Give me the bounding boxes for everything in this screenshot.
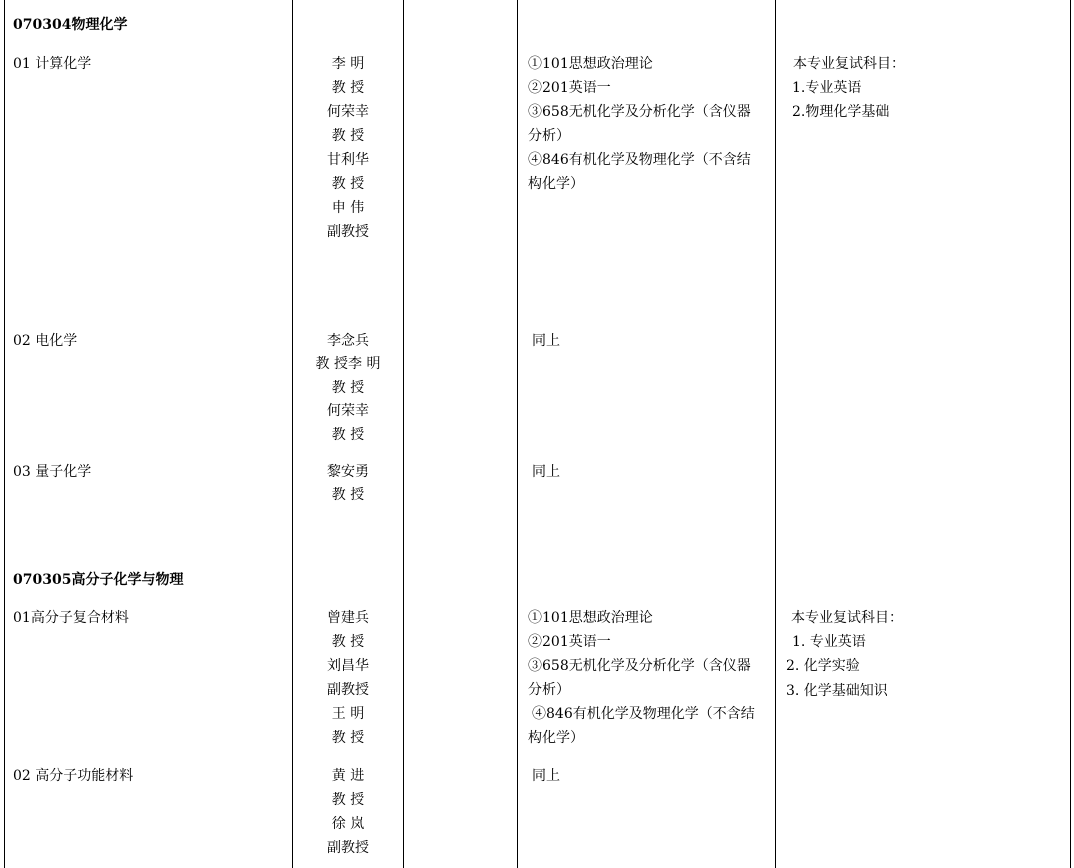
retest-line: 2. 化学实验 <box>786 658 860 674</box>
column-divider <box>4 0 5 868</box>
advisor-line: 教 授 <box>331 487 365 503</box>
exam-subject-line: 构化学） <box>528 730 584 746</box>
advisor-line: 教 授 <box>331 128 365 144</box>
advisor-line: 教 授 <box>331 427 365 443</box>
retest-line: 2.物理化学基础 <box>792 104 890 120</box>
advisor-line: 黄 进 <box>331 768 365 784</box>
exam-subject-line: 分析） <box>528 682 570 698</box>
retest-line: 1. 专业英语 <box>792 634 866 650</box>
retest-line: 本专业复试科目： <box>791 610 903 626</box>
exam-subject-line: 分析） <box>528 128 570 144</box>
exam-subject-line: ④846有机化学及物理化学（不含结 <box>532 706 755 722</box>
advisor-line: 教 授 <box>331 80 365 96</box>
advisor-line: 副教授 <box>327 682 369 698</box>
column-divider <box>1070 0 1071 868</box>
advisor-line: 教 授 <box>331 176 365 192</box>
direction-label: 01高分子复合材料 <box>13 610 129 626</box>
major-heading <box>13 571 183 589</box>
advisor-line: 何荣幸 <box>327 104 369 120</box>
exam-subject-line: ②201英语一 <box>528 80 611 96</box>
exam-subject-line: 同上 <box>532 464 560 480</box>
advisor-line: 李念兵 <box>327 333 369 349</box>
retest-line: 1.专业英语 <box>792 80 862 96</box>
major-name: 物理化学 <box>71 17 128 33</box>
advisor-line: 副教授 <box>327 840 369 856</box>
advisor-line: 李 明 <box>331 56 365 72</box>
advisor-line: 徐 岚 <box>331 816 365 832</box>
exam-subject-line: 同上 <box>532 333 560 349</box>
column-divider <box>775 0 776 868</box>
exam-subject-line: ③658无机化学及分析化学（含仪器 <box>528 658 751 674</box>
advisor-line: 黎安勇 <box>327 464 369 480</box>
direction-label: 03 量子化学 <box>13 464 92 480</box>
exam-subject-line: ④846有机化学及物理化学（不含结 <box>528 152 751 168</box>
direction-label: 02 高分子功能材料 <box>13 768 134 784</box>
exam-subject-line: ③658无机化学及分析化学（含仪器 <box>528 104 751 120</box>
exam-subject-line: 构化学） <box>528 176 584 192</box>
advisor-line: 王 明 <box>331 706 365 722</box>
advisor-line: 甘利华 <box>327 152 369 168</box>
advisor-line: 教 授李 明 <box>315 356 381 372</box>
advisor-line: 何荣幸 <box>327 403 369 419</box>
major-code: 070305 <box>13 572 72 588</box>
major-name: 高分子化学与物理 <box>71 572 184 588</box>
advisor-line: 教 授 <box>331 730 365 746</box>
major-code: 070304 <box>13 17 72 33</box>
advisor-line: 申 伟 <box>331 200 365 216</box>
advisor-line: 曾建兵 <box>327 610 369 626</box>
advisor-line: 刘昌华 <box>327 658 369 674</box>
column-divider <box>517 0 518 868</box>
exam-subject-line: ②201英语一 <box>528 634 611 650</box>
direction-label: 02 电化学 <box>13 333 78 349</box>
advisor-line: 教 授 <box>331 792 365 808</box>
exam-subject-line: 同上 <box>532 768 560 784</box>
major-heading <box>13 16 127 34</box>
exam-subject-line: ①101思想政治理论 <box>528 610 653 626</box>
retest-line: 本专业复试科目： <box>793 56 905 72</box>
advisor-line: 副教授 <box>327 224 369 240</box>
direction-label: 01 计算化学 <box>13 56 92 72</box>
exam-subject-line: ①101思想政治理论 <box>528 56 653 72</box>
retest-line: 3. 化学基础知识 <box>786 683 888 699</box>
advisor-line: 教 授 <box>331 634 365 650</box>
advisor-line: 教 授 <box>331 380 365 396</box>
